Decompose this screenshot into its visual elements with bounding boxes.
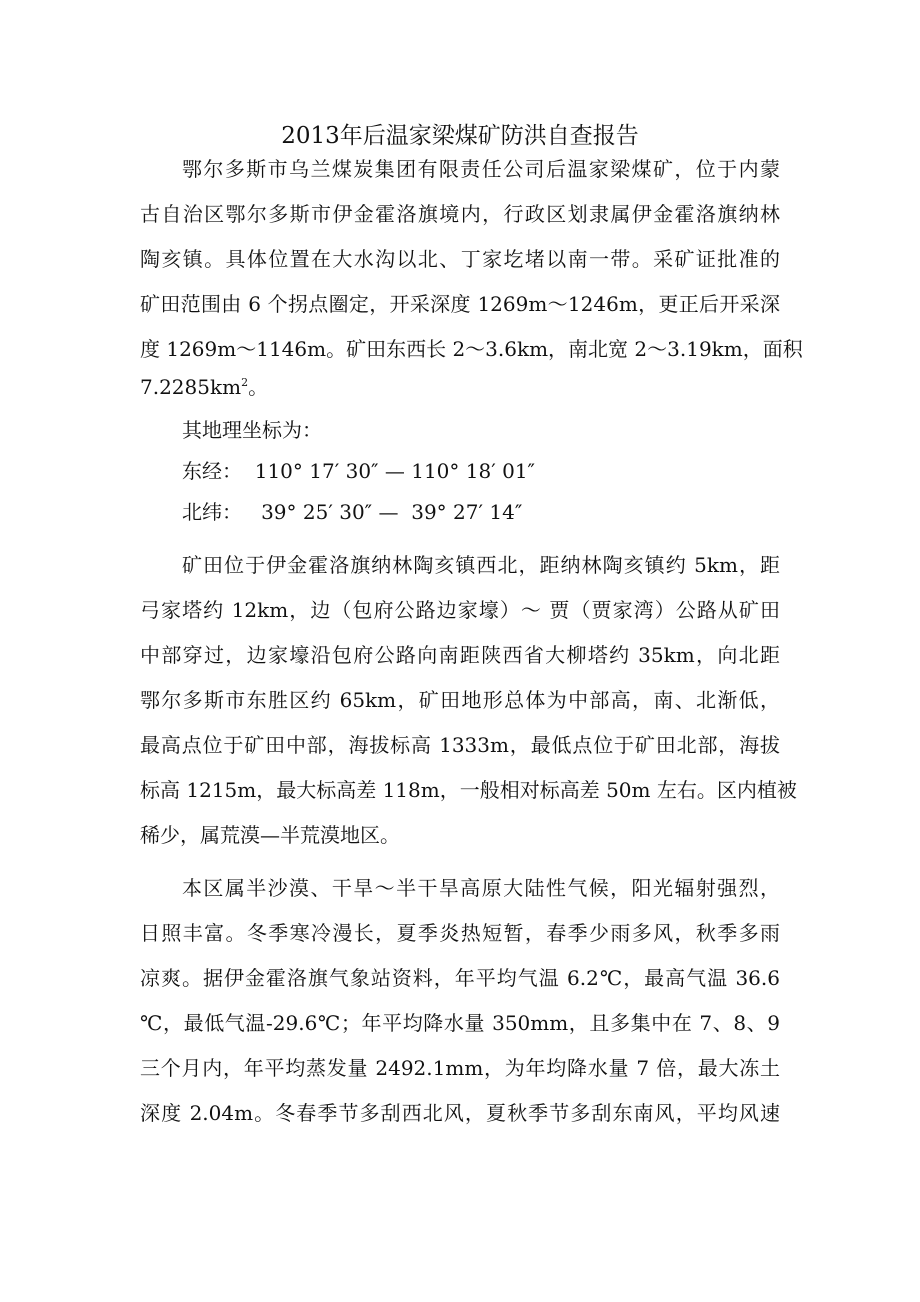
paragraph-line: 鄂尔多斯市乌兰煤炭集团有限责任公司后温家梁煤矿，位于内蒙 [182, 157, 780, 181]
area-superscript: 2 [241, 376, 249, 389]
paragraph-line: 凉爽。据伊金霍洛旗气象站资料，年平均气温 6.2℃，最高气温 36.6 [140, 966, 780, 990]
paragraph-line: 矿田范围由 6 个拐点圈定，开采深度 1269m～1246m，更正后开采深 [140, 292, 780, 316]
coord-north: 北纬： 39° 25′ 30″ — 39° 27′ 14″ [182, 500, 523, 524]
paragraph-line: 日照丰富。冬季寒冷漫长，夏季炎热短暂，春季少雨多风，秋季多雨 [140, 921, 780, 945]
paragraph-line: 三个月内，年平均蒸发量 2492.1mm，为年均降水量 7 倍，最大冻土 [140, 1056, 780, 1080]
paragraph-line: 本区属半沙漠、干旱～半干旱高原大陆性气候，阳光辐射强烈， [182, 876, 780, 900]
paragraph-line [140, 372, 780, 402]
area-value: 7.2285km [140, 375, 242, 399]
paragraph-line: 标高 1215m，最大标高差 118m，一般相对标高差 50m 左右。区内植被 [140, 778, 797, 802]
paragraph-line: 度 1269m～1146m。矿田东西长 2～3.6km，南北宽 2～3.19km，面积 [140, 337, 803, 361]
paragraph-line: 鄂尔多斯市东胜区约 65km，矿田地形总体为中部高，南、北渐低， [140, 688, 780, 712]
paragraph-line: 陶亥镇。具体位置在大水沟以北、丁家圪堵以南一带。采矿证批准的 [140, 247, 780, 271]
paragraph-line: 古自治区鄂尔多斯市伊金霍洛旗境内，行政区划隶属伊金霍洛旗纳林 [140, 202, 780, 226]
paragraph-line: 中部穿过，边家壕沿包府公路向南距陕西省大柳塔约 35km，向北距 [140, 643, 780, 667]
document-title: 2013年后温家梁煤矿防洪自查报告 [281, 123, 639, 149]
paragraph-line: 深度 2.04m。冬春季节多刮西北风，夏秋季节多刮东南风，平均风速 [140, 1101, 780, 1125]
paragraph-line: ℃，最低气温-29.6℃；年平均降水量 350mm，且多集中在 7、8、9 [140, 1011, 780, 1035]
paragraph-line: 弓家塔约 12km，边（包府公路边家壕）～ 贾（贾家湾）公路从矿田 [140, 598, 780, 622]
paragraph-line: 最高点位于矿田中部，海拔标高 1333m，最低点位于矿田北部，海拔 [140, 733, 780, 757]
area-end: 。 [248, 375, 269, 399]
coord-intro: 其地理坐标为： [182, 418, 322, 442]
coord-east: 东经： 110° 17′ 30″ — 110° 18′ 01″ [182, 459, 536, 483]
paragraph-line: 矿田位于伊金霍洛旗纳林陶亥镇西北，距纳林陶亥镇约 5km，距 [182, 553, 780, 577]
paragraph-line: 稀少，属荒漠—半荒漠地区。 [140, 823, 400, 847]
